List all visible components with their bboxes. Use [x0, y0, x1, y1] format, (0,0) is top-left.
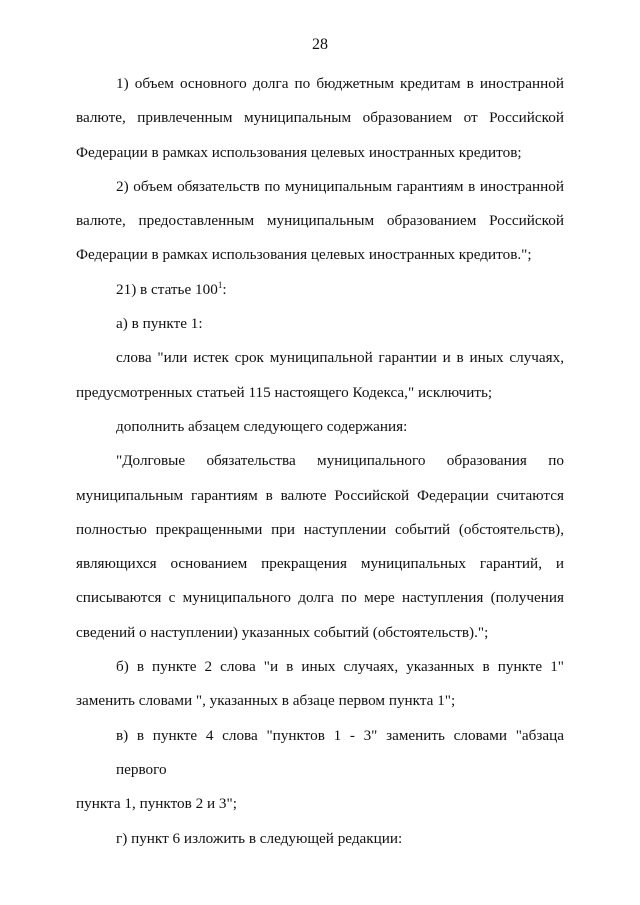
- article-heading-colon: :: [222, 280, 227, 298]
- text-line: слова "или истек срок муниципальной гарантии и в иных случаях,: [116, 349, 564, 367]
- text-line: муниципальным гарантиям в валюте Российской Федерации считаются: [76, 486, 564, 504]
- text-line: предусмотренных статьей 115 настоящего Кодекса," исключить;: [76, 383, 493, 401]
- text-line: б) в пункте 2 слова "и в иных случаях, указанных в пункте 1": [116, 658, 564, 676]
- paragraph-subitem-a: [76, 307, 564, 341]
- text-line: [76, 273, 564, 307]
- text-line: заменить словами ", указанных в абзаце первом пункта 1";: [76, 692, 456, 710]
- document-body: [76, 67, 564, 856]
- paragraph-item-2-guarantees: [76, 170, 564, 273]
- text-line: сведений о наступлении) указанных событий (обстоятельств).";: [76, 623, 489, 641]
- text-line: а) в пункте 1:: [116, 315, 203, 333]
- text-line: Федерации в рамках использования целевых иностранных кредитов;: [76, 143, 522, 161]
- text-line: являющихся основанием прекращения муниципальных гарантий, и: [76, 555, 564, 573]
- text-line: валюте, привлеченным муниципальным образованием от Российской: [76, 109, 564, 127]
- text-line: Федерации в рамках использования целевых иностранных кредитов.";: [76, 246, 532, 264]
- text-line: г) пункт 6 изложить в следующей редакции:: [116, 829, 403, 847]
- paragraph-item-1-foreign-debt: [76, 67, 564, 170]
- text-line: пункта 1, пунктов 2 и 3";: [76, 795, 237, 813]
- page-number: 28: [312, 36, 328, 53]
- paragraph-supplement: [76, 410, 564, 444]
- text-line: списываются с муниципального долга по мере наступления (получения: [76, 589, 564, 607]
- text-line: дополнить абзацем следующего содержания:: [116, 417, 408, 435]
- text-line: "Долговые обязательства муниципального образования по: [116, 452, 564, 470]
- paragraph-subitem-v: [76, 719, 564, 822]
- text-line: 1) объем основного долга по бюджетным кредитам в иностранной: [116, 75, 564, 92]
- article-heading-text: 21) в статье 100: [116, 280, 218, 298]
- paragraph-subitem-b: [76, 650, 564, 719]
- paragraph-article-heading: [76, 273, 564, 307]
- paragraph-debt-obligations: [76, 444, 564, 650]
- text-line: 2) объем обязательств по муниципальным гарантиям в иностранной: [116, 177, 564, 195]
- text-line: валюте, предоставленным муниципальным образованием Российской: [76, 212, 564, 230]
- paragraph-subitem-g: [76, 822, 564, 856]
- text-line: полностью прекращенными при наступлении событий (обстоятельств),: [76, 520, 564, 538]
- paragraph-words-exclude: [76, 341, 564, 410]
- article-superscript: 1: [217, 279, 223, 290]
- text-line: в) в пункте 4 слова "пунктов 1 - 3" заменить словами "абзаца первого: [116, 726, 564, 778]
